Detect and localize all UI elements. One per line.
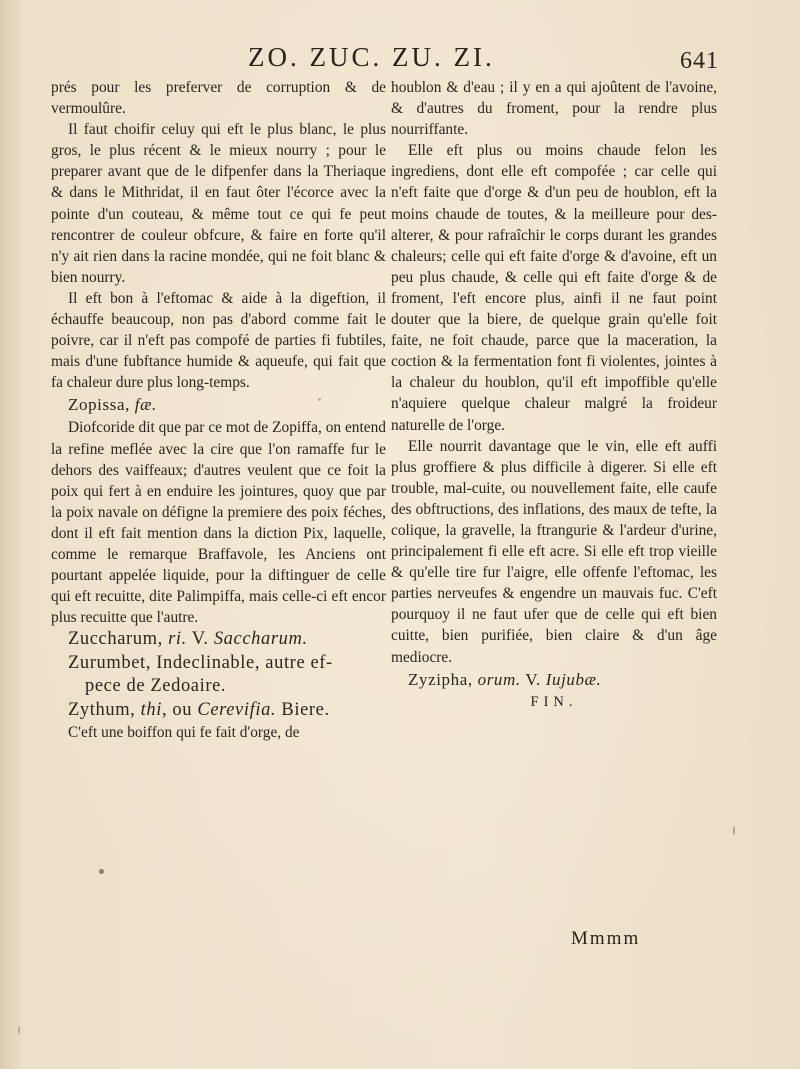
cross-ref: Saccharum. [213,629,308,650]
entry-heading-zyzipha [391,668,717,692]
paragraph: Il eft bon à l'eftomac & aide à la digeftion, il échauffe beaucoup, non pas d'abord comme fait le poivre, car il n'eft pas compofé de parties fi fubtiles, mais d'une fubftance humide & aqueufe, qui fait que fa chaleur dure plus long-temps. [51,289,386,392]
ink-speck [733,826,735,835]
paragraph: C'eft une boiffon qui fe fait d'orge, de [68,724,300,742]
entry-forms: orum. [477,669,521,689]
conjunction: , ou [161,699,193,720]
entry-term: Zyzipha, [408,669,473,689]
paragraph: Diofcoride dit que par ce mot de Zopiffa, on entend la refine meflée avec la cire que l'on ramaffe fur le dehors des vaiffeaux; d'autres veulent que ce foit la poix qui fert à en enduire les jointures, quoy que par la poix navale on défigne la premiere des poix féches, dont il eft fait mention dans la diction Pix, laquelle, comme le remarque Braffavole, les Anciens ont pourtant appelée liquide, pour la diftinguer de celle qui eft recuitte, dite Palimpiffa, mais celle-ci eft encor plus recuitte que l'autre. [51,419,386,627]
entry-forms: fæ. [134,395,157,415]
entry-gloss: Biere. [281,699,330,720]
entry-forms: thi [140,699,162,720]
page-number: 641 [680,48,719,74]
entry-heading-zuccharum [51,628,386,652]
paragraph: Il faut choifir celuy qui eft le plus blanc, le plus gros, le plus récent & le mieux nourry ; pour le preparer avant que de le difpenfer dans la Theriaque & dans le Mithridat, il en faut ôter l'écorce avec la pointe d'un couteau, & même tout ce qui fe peut rencontrer de couleur obfcure, & faire en forte qu'il n'y ait rien dans la racine mondée, qui ne foit blanc & bien nourry. [51,121,386,286]
paragraph: houblon & d'eau ; il y en a qui ajoûtent de l'avoine, & d'autres du froment, pour la rendre plus nourriffante. [391,79,717,139]
entry-term: Zythum, [68,699,136,720]
running-head: ZO. ZUC. ZU. ZI. [248,42,495,72]
end-mark: FIN. [530,693,578,710]
entry-term: Zurumbet, Indeclinable, autre ef- [68,652,333,673]
left-column [51,77,386,743]
entry-heading-zythum [51,699,386,723]
entry-alt-term: Cerevifia. [197,699,277,720]
entry-continuation: pece de Zedoaire. [85,676,227,697]
ink-speck [318,398,321,401]
signature-mark: Mmmm [571,928,641,949]
cross-ref-marker: V. [525,669,541,689]
paragraph: Elle nourrit davantage que le vin, elle eft auffi plus groffiere & plus difficile à digerer. Si elle eft trouble, mal-cuite, ou nouvellement faite, elle caufe des obftructions, des inflations, des maux de tefte, la colique, la gravelle, la ftrangurie & l'ardeur d'urine, principalement fi elle eft acre. Si elle eft trop vieille & qu'elle tire fur l'aigre, elle offenfe l'eftomac, les parties nerveufes & engendre un mauvais fuc. C'eft pourquoy il ne faut ufer que de celle qui eft bien cuitte, bien purifiée, bien claire & d'un âge mediocre. [391,437,717,666]
entry-term: Zopissa, [68,395,130,415]
ink-speck [99,869,104,874]
cross-ref: Iujubæ. [545,669,602,689]
cross-ref-marker: V. [191,629,209,650]
entry-heading-zurumbet [51,652,386,699]
entry-heading-zopissa [51,393,386,417]
right-column [391,77,717,713]
paragraph: prés pour les preferver de corruption & de vermoulûre. [51,79,386,118]
entry-term: Zuccharum, [68,629,163,650]
ink-speck [18,1026,20,1034]
paragraph: Elle eft plus ou moins chaude felon les ingrediens, dont elle eft compofée ; car celle qui n'eft faite que d'orge & d'un peu de houblon, eft la moins chaude de toutes, & la meilleure pour des-alterer, & pour rafraîchir le corps durant les grandes chaleurs; celle qui eft faite d'orge & d'avoine, eft un peu plus chaude, & celle qui eft faite d'orge & de froment, l'eft encore plus, ainfi il ne faut point douter que la biere, de quelque grain qu'elle foit faite, ne foit chaude, parce que la maceration, la coction & la fermentation font fi violentes, jointes à la chaleur du houblon, qu'il eft impoffible qu'elle n'aquiere quelque chaleur malgré la froideur naturelle de l'orge. [391,142,717,434]
entry-forms: ri. [168,629,187,650]
